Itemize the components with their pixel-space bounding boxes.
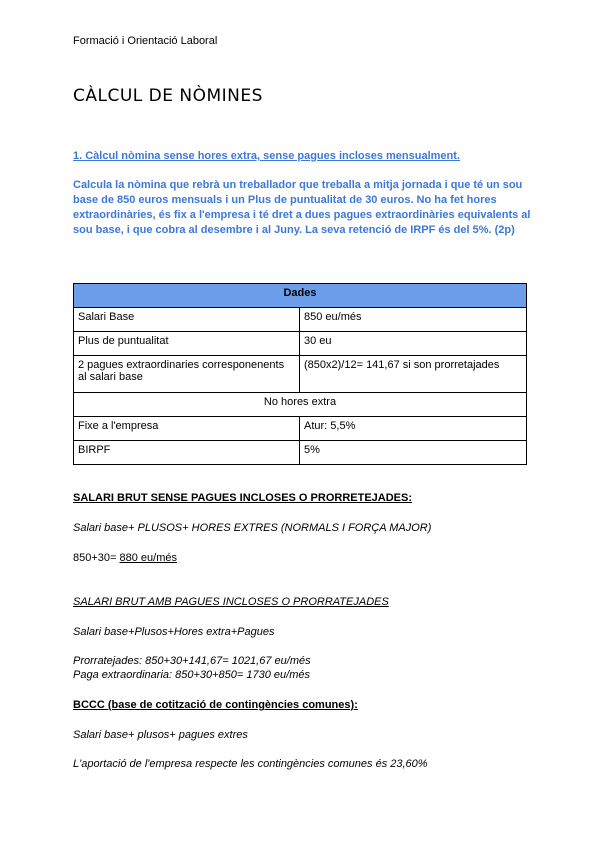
note-text: L'aportació de l'empresa respecte les contingències comunes és 23,60% [73, 758, 428, 770]
table-row [74, 356, 527, 393]
section-heading-gross-without: SALARI BRUT SENSE PAGUES INCLOSES O PRORRETEJADES: [73, 492, 413, 504]
row-value: 30 eu [300, 332, 527, 356]
calc-extra-pay: Paga extraordinaria: 850+30+850= 1730 eu/més [73, 669, 310, 681]
table-row [74, 441, 527, 465]
row-label: Fixe a l'empresa [74, 417, 300, 441]
row-label: Plus de puntualitat [74, 332, 300, 356]
table-row [74, 417, 527, 441]
formula-text: Salari base+ plusos+ pagues extres [73, 729, 248, 741]
row-label: Salari Base [74, 308, 300, 332]
calc-prorated: Prorratejades: 850+30+141,67= 1021,67 eu/més [73, 655, 311, 667]
row-label: BIRPF [74, 441, 300, 465]
data-table [73, 283, 527, 465]
row-value: (850x2)/12= 141,67 si son prorretajades [300, 356, 527, 393]
table-row [74, 393, 527, 417]
document-header: Formació i Orientació Laboral [73, 35, 218, 47]
section-heading-bccc: BCCC (base de cotització de contingències comunes): [73, 699, 358, 711]
formula-text: Salari base+Plusos+Hores extra+Pagues [73, 626, 275, 638]
exercise-heading: 1. Càlcul nòmina sense hores extra, sense pagues incloses mensualment. [73, 150, 460, 162]
page-title: CÀLCUL DE NÒMINES [73, 86, 263, 106]
table-row [74, 332, 527, 356]
calc-result: 880 eu/més [119, 552, 177, 564]
row-value: Atur: 5,5% [300, 417, 527, 441]
table-row [74, 308, 527, 332]
row-value: 850 eu/més [300, 308, 527, 332]
merged-row: No hores extra [74, 393, 527, 417]
section-heading-gross-with: SALARI BRUT AMB PAGUES INCLOSES O PRORRATEJADES [73, 596, 389, 608]
table-header: Dades [74, 284, 527, 308]
exercise-statement: Calcula la nòmina que rebrà un treballador que treballa a mitja jornada i que té un sou base de 850 euros mensuals i un Plus de puntualitat de 30 euros. No ha fet hores extraordinàries, és fix a l'empresa i té dret a dues pagues extraordinàries equivalents al sou base, i que cobra al desembre i al Juny. La seva retenció de IRPF és del 5%. (2p) [73, 179, 531, 236]
row-label: 2 pagues extraordinaries corresponenents al salari base [74, 356, 300, 393]
row-value: 5% [300, 441, 527, 465]
formula-text: Salari base+ PLUSOS+ HORES EXTRES (NORMALS I FORÇA MAJOR) [73, 522, 432, 534]
calc-text: 850+30= 880 eu/més [73, 552, 177, 564]
